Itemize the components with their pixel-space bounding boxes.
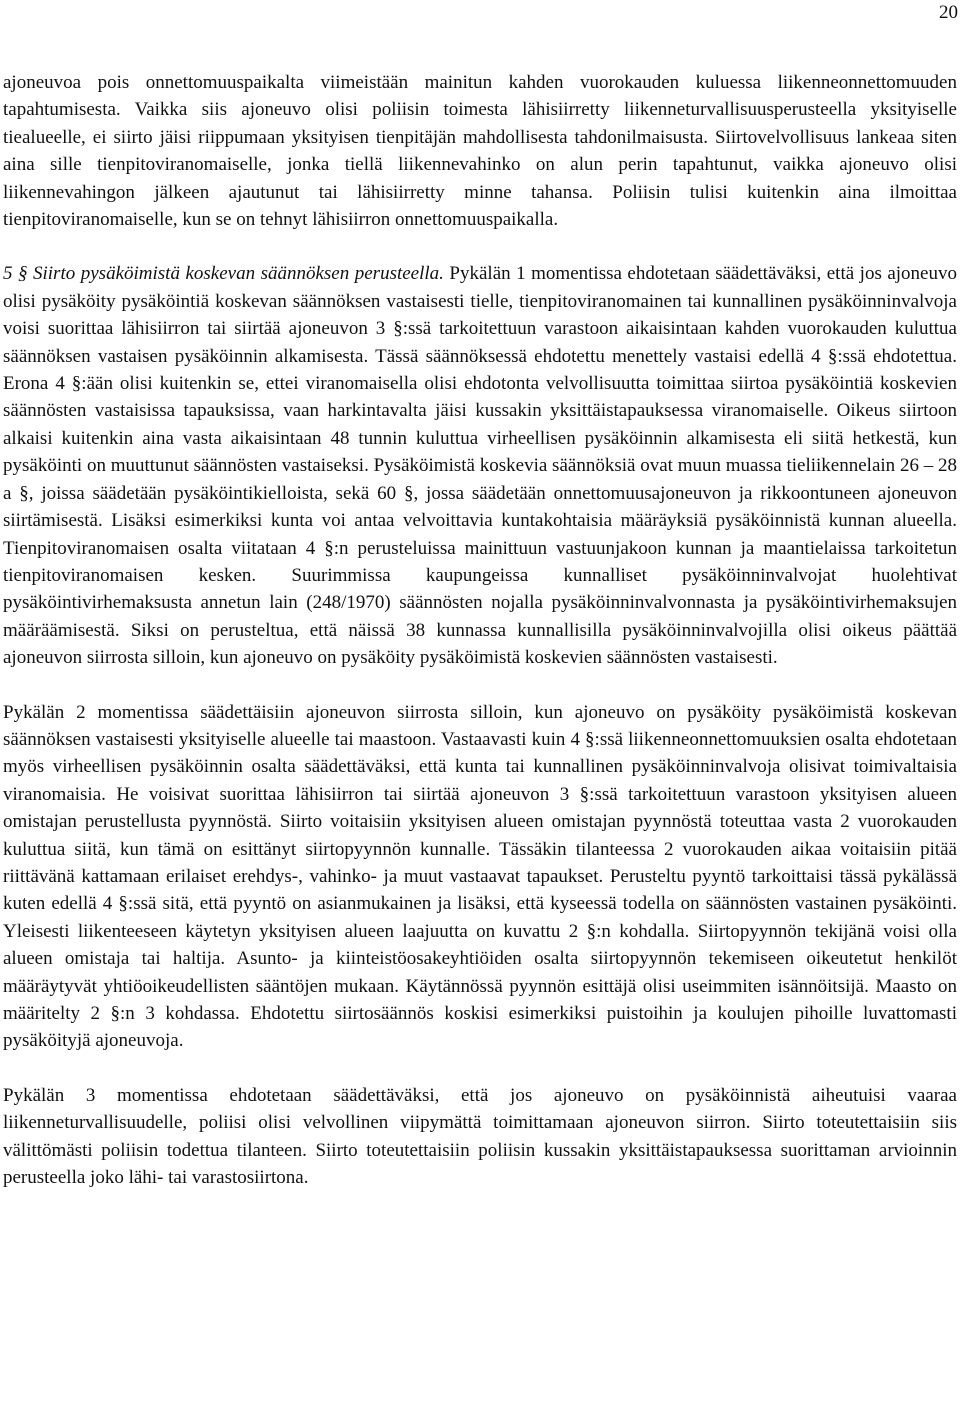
paragraph-1: ajoneuvoa pois onnettomuuspaikalta viimeistään mainitun kahden vuorokauden kuluessa liikenneonnettomuuden tapahtumisesta. Vaikka siis ajoneuvo olisi poliisin toimesta lähisiirretty liikenneturvallisuusperusteella yksityiselle tiealueelle, ei siirto jäisi riippumaan yksityisen tienpitäjän mahdollisesta tahdonilmaisusta. Siirtovelvollisuus lankeaa siten aina sille tienpitoviranomaiselle, jonka tiellä liikennevahinko on alun perin tapahtunut, vaikka ajoneuvo olisi liikennevahingon jälkeen ajautunut tai lähisiirretty minne tahansa. Poliisin tulisi kuitenkin aina ilmoittaa tienpitoviranomaiselle, kun se on tehnyt lähisiirron onnettomuuspaikalla. [3,72,957,231]
section-heading: 5 § Siirto pysäköimistä koskevan säännöksen perusteella. [3,263,444,285]
document-body [3,69,957,1191]
paragraph-2-text: Pykälän 1 momentissa ehdotetaan säädettäväksi, että jos ajoneuvo olisi pysäköity pysäköintiä koskevan säännöksen vastaisesti tielle, tienpitoviranomainen tai kunnallinen pysäköinninvalvoja voisi suorittaa lähisiirron tai siirtää ajoneuvon 3 §:ssä tarkoitettuun varastoon aikaisintaan kahden vuorokauden kuluttua säännöksen vastaisen pysäköinnin alkamisesta. Tässä säännöksessä ehdotettu menettely vastaisi edellä 4 §:ssä ehdotettua. Erona 4 §:ään olisi kuitenkin se, ettei viranomaisella olisi ehdotonta velvollisuutta toimittaa siirtoa pysäköintiä koskevien säännösten vastaisissa tapauksissa, vaan harkintavalta jäisi kussakin yksittäistapauksessa viranomaiselle. Oikeus siirtoon alkaisi kuitenkin aina vasta aikaisintaan 48 tunnin kuluttua virheellisen pysäköinnin alkamisesta eli siitä hetkestä, kun pysäköinti on muuttunut säännösten vastaiseksi. Pysäköimistä koskevia säännöksiä ovat muun muassa tieliikennelain 26 – 28 a §, joissa säädetään pysäköintikielloista, sekä 60 §, jossa säädetään onnettomuusajoneuvon ja rikkoontuneen ajoneuvon siirtämisestä. Lisäksi esimerkiksi kunta voi antaa velvoittavia kuntakohtaisia määräyksiä pysäköinnistä kunnan alueella. Tienpitoviranomaisen osalta viitataan 4 §:n perusteluissa mainittuun vastuunjakoon kunnan ja maantielaissa tarkoitetun tienpitoviranomaisen kesken. Suurimmissa kaupungeissa kunnalliset pysäköinninvalvojat huolehtivat pysäköintivirhemaksusta annetun lain (248/1970) säännösten nojalla pysäköinninvalvonnasta ja pysäköintivirhemaksujen määräämisestä. Siksi on perusteltua, että näissä 38 kunnassa kunnallisilla pysäköinninvalvojilla olisi oikeus päättää ajoneuvon siirrosta silloin, kun ajoneuvo on pysäköity pysäköimistä koskevien säännösten vastaisesti. [3,263,957,669]
paragraph-3: Pykälän 2 momentissa säädettäisiin ajoneuvon siirrosta silloin, kun ajoneuvo on pysäköity pysäköimistä koskevan säännöksen vastaisesti yksityiselle alueelle tai maastoon. Vastaavasti kuin 4 §:ssä liikenneonnettomuuksien osalta ehdotetaan myös virheellisen pysäköinnin osalta säädettäväksi, että kunta tai kunnallinen pysäköinninvalvoja olisivat toimivaltaisia viranomaisia. He voisivat suorittaa lähisiirron tai siirtää ajoneuvon 3 §:ssä tarkoitettuun varastoon yksityisen alueen omistajan perustellusta pyynnöstä. Siirto voitaisiin yksityisen alueen omistajan pyynnöstä toteuttaa vasta 2 vuorokauden kuluttua siitä, kun tämä on esittänyt siirtopyynnön kunnalle. Tässäkin tilanteessa 2 vuorokauden aikaa voitaisiin pitää riittävänä kattamaan erilaiset erehdys-, vahinko- ja muut vastaavat tapaukset. Perusteltu pyyntö tarkoittaisi tässä pykälässä kuten edellä 4 §:ssä sitä, että pyyntö on asianmukainen ja lisäksi, että kyseessä todella on säännösten vastainen pysäköinti. Yleisesti liikenteeseen käytetyn yksityisen alueen laajuutta on kuvattu 2 §:n kohdalla. Siirtopyynnön tekijänä voisi olla alueen omistaja tai haltija. Asunto- ja kiinteistöosakeyhtiöiden osalta siirtopyynnön tekemiseen oikeutetut henkilöt määräytyvät yhtiöoikeudellisten sääntöjen mukaan. Käytännössä pyynnön esittäjä olisi useimmiten isännöitsijä. Maasto on määritelty 2 §:n 3 kohdassa. Ehdotettu siirtosäännös koskisi esimerkiksi puistoihin ja koulujen pihoille luvattomasti pysäköityjä ajoneuvoja. [3,701,957,1052]
paragraph-4: Pykälän 3 momentissa ehdotetaan säädettäväksi, että jos ajoneuvo on pysäköinnistä aiheutuisi vaaraa liikenneturvallisuudelle, poliisi olisi velvollinen viipymättä toimittamaan ajoneuvon siirron. Siirto toteutettaisiin siis välittömästi poliisin todettua tilanteen. Siirto toteutettaisiin poliisin kussakin yksittäistapauksessa suorittaman arvioinnin perusteella joko lähi- tai varastosiirtona. [3,1084,957,1189]
paragraph-2 [3,260,957,671]
page-number: 20 [939,2,958,23]
